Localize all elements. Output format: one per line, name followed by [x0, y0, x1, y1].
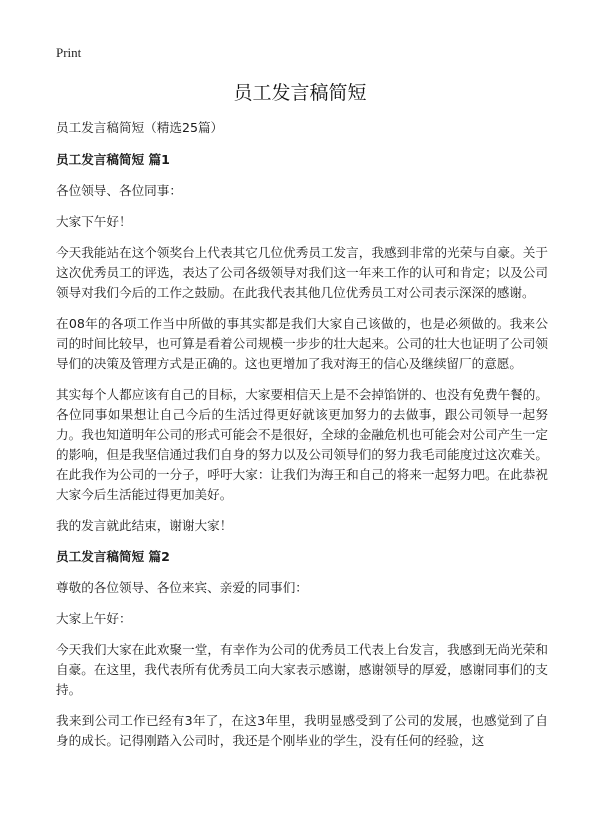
section-heading: 员工发言稿简短 篇2 [56, 549, 170, 564]
document-subtitle: 员工发言稿简短（精选25篇） [56, 120, 224, 135]
paragraph: 尊敬的各位领导、各位来宾、亲爱的同事们： [56, 580, 308, 595]
print-link[interactable]: Print [56, 45, 82, 60]
paragraph: 大家上午好： [56, 611, 132, 626]
document-body [56, 118, 548, 762]
paragraph: 在08年的各项工作当中所做的事其实都是我们大家自己该做的，也是必须做的。我来公司的时间比较早，也可算是看着公司规模一步步的壮大起来。公司的壮大也证明了公司领导们的决策及管理方式是正确的。这也更增加了我对海王的信心及继续留厂的意愿。 [56, 316, 548, 371]
paragraph: 各位领导、各位同事： [56, 183, 182, 198]
paragraph: 今天我能站在这个领奖台上代表其它几位优秀员工发言，我感到非常的光荣与自豪。关于这次优秀员工的评选，表达了公司各级领导对我们这一年来工作的认可和肯定；以及公司领导对我们今后的工作之鼓励。在此我代表其他几位优秀员工对公司表示深深的感谢。 [56, 245, 548, 300]
paragraph: 我来到公司工作已经有3年了，在这3年里，我明显感受到了公司的发展，也感觉到了自身的成长。记得刚踏入公司时，我还是个刚毕业的学生，没有任何的经验，这 [56, 713, 548, 748]
paragraph: 大家下午好！ [56, 214, 132, 229]
paragraph: 今天我们大家在此欢聚一堂，有幸作为公司的优秀员工代表上台发言，我感到无尚光荣和自豪。在这里，我代表所有优秀员工向大家表示感谢，感谢领导的厚爱，感谢同事们的支持。 [56, 642, 548, 697]
paragraph: 其实每个人都应该有自己的目标，大家要相信天上是不会掉馅饼的、也没有免费午餐的。各位同事如果想让自己今后的生活过得更好就该更加努力的去做事，跟公司领导一起努力。我也知道明年公司的形式可能会不是很好，全球的金融危机也可能会对公司产生一定的影响，但是我坚信通过我们自身的努力以及公司领导们的努力我毛司能度过这次难关。在此我作为公司的一分子，呼吁大家：让我们为海王和自己的将来一起努力吧。在此恭祝大家今后生活能过得更加美好。 [56, 387, 548, 502]
section-heading: 员工发言稿简短 篇1 [56, 152, 170, 167]
paragraph: 我的发言就此结束，谢谢大家！ [56, 518, 233, 533]
document-title: 员工发言稿简短 [233, 82, 367, 104]
